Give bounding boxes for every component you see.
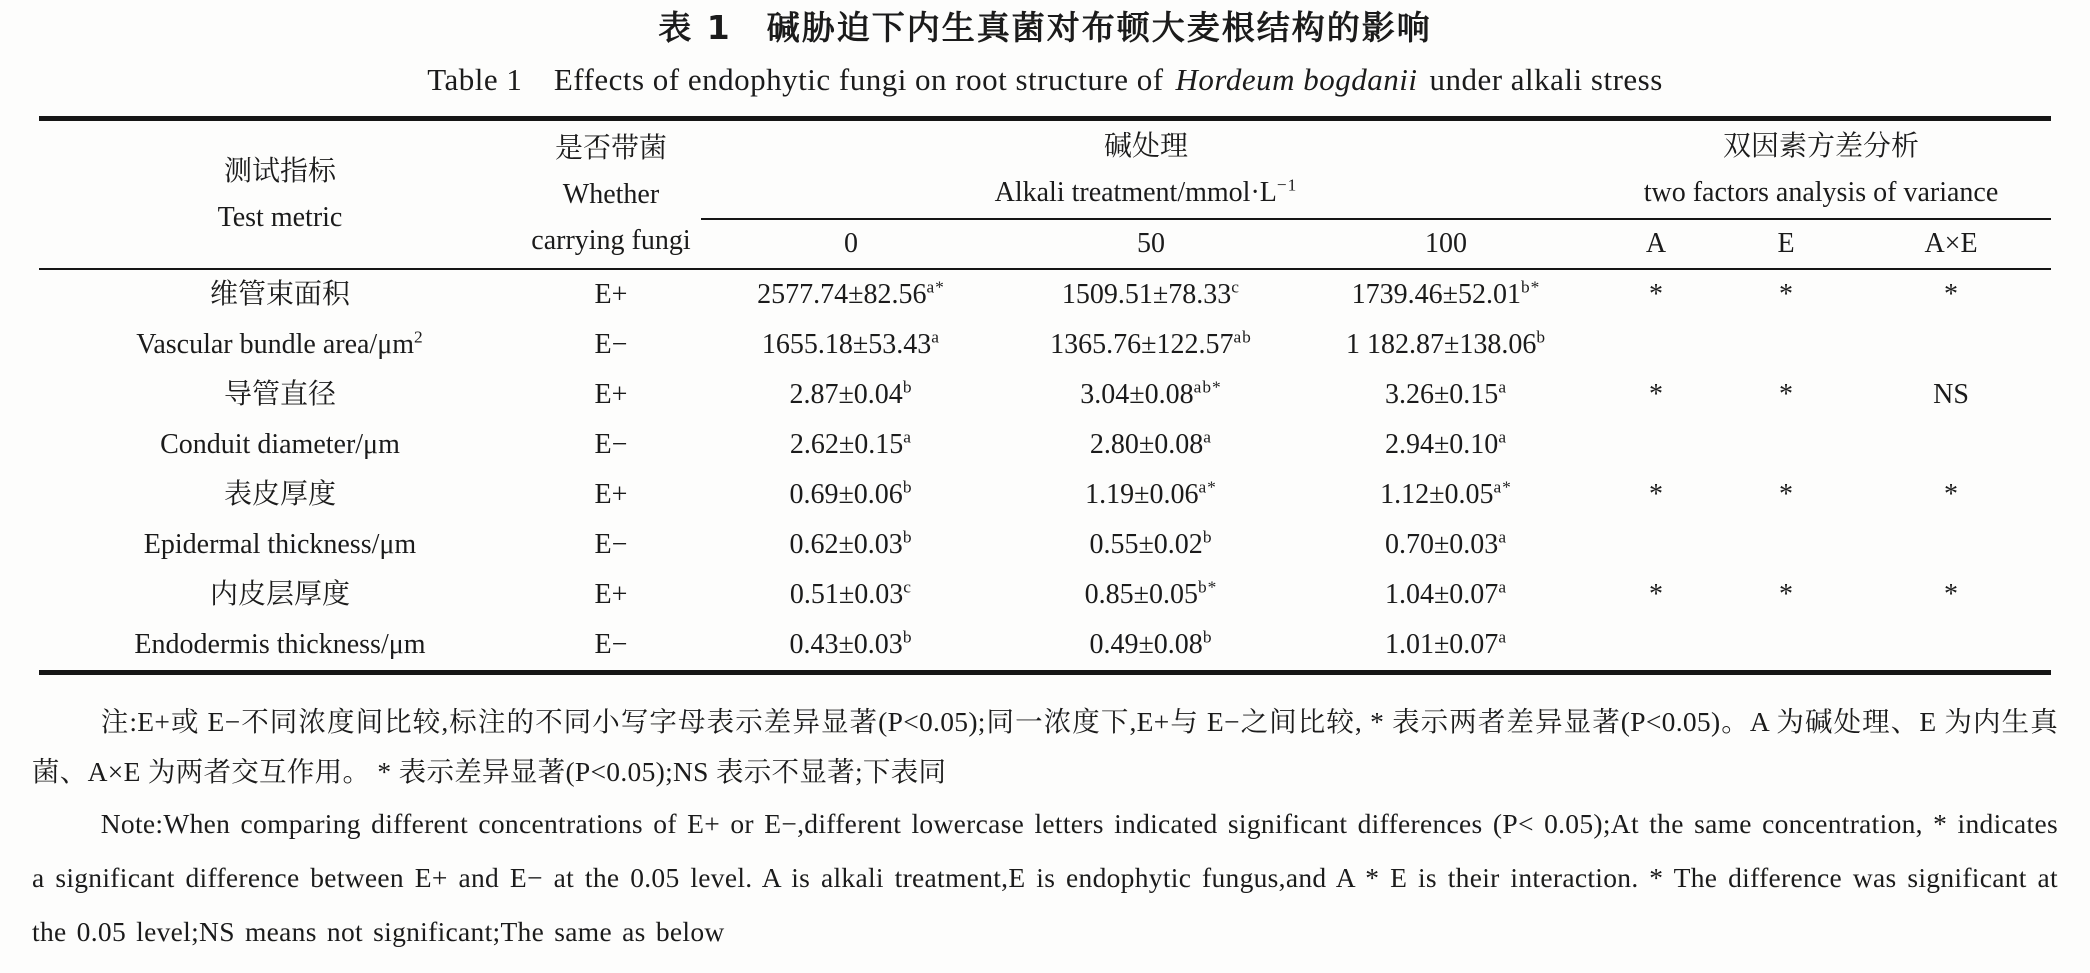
value-text: 1.01±0.07 (1384, 629, 1499, 660)
value-cell (701, 269, 1001, 320)
value-cell (701, 320, 1001, 370)
header-alkali-group (701, 119, 1591, 220)
value-cell (1001, 370, 1301, 420)
value-text: 0.70±0.03 (1384, 529, 1499, 560)
header-anova-en: two factors analysis of variance (1643, 176, 1999, 208)
value-text: 1.19±0.06 (1085, 479, 1199, 510)
table-notes (32, 697, 2058, 959)
metric-label-zh: 内皮层厚度 (209, 579, 350, 610)
anova-cell (1721, 320, 1851, 370)
header-alkali-50: 50 (1001, 219, 1301, 269)
anova-cell (1851, 570, 2051, 620)
anova-cell (1721, 570, 1851, 620)
table-title-en-prefix: Table 1 Effects of endophytic fungi on root structure of (427, 62, 1164, 97)
significance-mark: * (1944, 279, 1958, 310)
value-sup: ab (1233, 327, 1252, 347)
value-sup: a* (1198, 477, 1217, 497)
fungi-cell: E+ (594, 379, 628, 410)
value-cell (1301, 570, 1591, 620)
metric-label-en: Vascular bundle area/$\mu m^2$ (136, 327, 424, 360)
metric-cell (39, 269, 521, 370)
value-sup: a* (1493, 477, 1512, 497)
anova-cell (1721, 470, 1851, 520)
anova-cell (1591, 520, 1721, 570)
anova-cell (1721, 620, 1851, 673)
anova-cell (1591, 420, 1721, 470)
significance-mark: * (1944, 479, 1958, 510)
anova-cell (1851, 470, 2051, 520)
significance-mark: * (1944, 579, 1958, 610)
anova-cell (1591, 320, 1721, 370)
header-anova-e: E (1721, 219, 1851, 269)
header-test-metric-en: Test metric (217, 201, 343, 233)
fungi-cell: E− (594, 529, 628, 560)
value-cell (1301, 370, 1591, 420)
value-cell (701, 570, 1001, 620)
fungi-cell: E− (594, 429, 628, 460)
value-text: 1.04±0.07 (1384, 579, 1499, 610)
value-sup: b (902, 377, 913, 397)
anova-cell (1851, 620, 2051, 673)
value-sup: a (903, 427, 913, 447)
value-sup: b* (1520, 277, 1541, 297)
value-sup: c (903, 577, 913, 597)
value-cell (1001, 520, 1301, 570)
value-cell (1301, 470, 1591, 520)
value-cell (701, 420, 1001, 470)
value-cell (701, 620, 1001, 673)
anova-cell (1721, 269, 1851, 320)
anova-cell (1591, 470, 1721, 520)
anova-cell (1591, 269, 1721, 320)
significance-mark: * (1649, 279, 1663, 310)
anova-cell (1591, 620, 1721, 673)
value-text: 0.85±0.05 (1084, 579, 1198, 610)
fungi-cell: E+ (594, 579, 628, 610)
value-sup: b (902, 527, 913, 547)
value-cell (1001, 620, 1301, 673)
value-cell (701, 520, 1001, 570)
fungi-cell: E− (594, 329, 628, 360)
value-text: 0.43±0.03 (789, 629, 903, 660)
header-alkali-zh: 碱处理 (1103, 130, 1188, 162)
header-alkali-100: 100 (1301, 219, 1591, 269)
note-zh: 注:E+或 E−不同浓度间比较,标注的不同小写字母表示差异显著(P<0.05);同一浓度下,E+与 E−之间比较, * 表示两者差异显著(P<0.05)。A 为碱处理、E 为内生真菌、A×E 为两者交互作用。 * 表示差异显著(P<0.05);NS 表示不显著;下表同 (32, 706, 2058, 787)
anova-cell (1851, 320, 2051, 370)
value-text: 2.62±0.15 (789, 429, 904, 460)
header-alkali-en-sup: −1 (1276, 175, 1298, 195)
value-cell (1001, 470, 1301, 520)
value-sup: a (1498, 627, 1508, 647)
header-whether-fungi-en1: Whether (562, 178, 660, 210)
header-alkali-0: 0 (701, 219, 1001, 269)
value-sup: a (1203, 427, 1213, 447)
value-sup: a (1498, 427, 1508, 447)
anova-cell (1591, 370, 1721, 420)
anova-cell (1851, 420, 2051, 470)
value-text: 0.55±0.02 (1089, 529, 1203, 560)
table-body (39, 269, 2051, 673)
metric-cell (39, 570, 521, 673)
header-anova-a: A (1591, 219, 1721, 269)
table-title-en-suffix: under alkali stress (1429, 62, 1663, 97)
value-cell (1001, 570, 1301, 620)
anova-cell (1721, 420, 1851, 470)
value-sup: a* (926, 277, 945, 297)
table-row (39, 370, 2051, 420)
metric-label-zh: 维管束面积 (209, 279, 350, 310)
value-text: 3.04±0.08 (1080, 379, 1194, 410)
significance-mark: NS (1933, 379, 1969, 410)
header-alkali-en: Alkali treatment/$mmol\cdot L^{-1}$ (994, 175, 1298, 208)
fungi-cell: E− (594, 629, 628, 660)
results-table (39, 116, 2051, 675)
value-sup: a (1498, 377, 1508, 397)
value-sup: b (902, 627, 913, 647)
value-sup: a (1498, 527, 1508, 547)
value-text: 1655.18±53.43 (761, 329, 932, 360)
value-text: 0.69±0.06 (789, 479, 903, 510)
value-sup: a (931, 327, 941, 347)
metric-label-zh: 导管直径 (223, 379, 336, 410)
value-text: 0.51±0.03 (789, 579, 904, 610)
value-cell (1301, 620, 1591, 673)
anova-cell (1851, 370, 2051, 420)
fungi-cell: E+ (594, 479, 628, 510)
significance-mark: * (1649, 479, 1663, 510)
significance-mark: * (1779, 579, 1793, 610)
value-cell (1301, 320, 1591, 370)
note-en: Note:When comparing different concentrations of E+ or E−,different lowercase letters indicated significant differences (P< 0.05);At the same concentration, * indicates a significant difference between E+ and E− at the 0.05 level. A is alkali treatment,E is endophytic fungus,and A * E is their interaction. * The difference was significant at the 0.05 level;NS means not significant;The same as below (32, 808, 2058, 947)
significance-mark: * (1779, 279, 1793, 310)
table-row (39, 470, 2051, 520)
header-anova-zh: 双因素方差分析 (1723, 130, 1920, 162)
value-cell (701, 370, 1001, 420)
anova-cell (1721, 370, 1851, 420)
value-text: 2.80±0.08 (1089, 429, 1204, 460)
header-anova-axe: A×E (1851, 219, 2051, 269)
value-text: 3.26±0.15 (1384, 379, 1499, 410)
significance-mark: * (1649, 379, 1663, 410)
header-whether-fungi-zh: 是否带菌 (554, 132, 667, 164)
header-test-metric-zh: 测试指标 (223, 155, 336, 187)
significance-mark: * (1779, 479, 1793, 510)
value-text: 1739.46±52.01 (1351, 279, 1521, 310)
value-text: 1.12±0.05 (1380, 479, 1494, 510)
significance-mark: * (1779, 379, 1793, 410)
fungi-cell: E+ (594, 279, 628, 310)
value-cell (1301, 269, 1591, 320)
anova-cell (1851, 269, 2051, 320)
value-cell (701, 470, 1001, 520)
table-row (39, 269, 2051, 320)
header-anova-group (1591, 119, 2051, 220)
value-sup: b* (1197, 577, 1218, 597)
value-sup: b (1202, 527, 1213, 547)
value-sup: b (1202, 627, 1213, 647)
metric-cell (39, 470, 521, 570)
value-cell (1301, 520, 1591, 570)
significance-mark: * (1649, 579, 1663, 610)
header-whether-fungi (521, 119, 701, 270)
value-text: 0.49±0.08 (1089, 629, 1203, 660)
table-title-en (0, 58, 2090, 102)
header-row-groups (39, 119, 2051, 220)
value-sup: c (1231, 277, 1241, 297)
value-text: 1365.76±122.57 (1050, 329, 1234, 360)
value-sup: b (1536, 327, 1547, 347)
value-text: 1509.51±78.33 (1061, 279, 1232, 310)
header-whether-fungi-en2: carrying fungi (531, 224, 691, 256)
value-text: 2.87±0.04 (789, 379, 903, 410)
value-cell (1001, 269, 1301, 320)
metric-label-zh: 表皮厚度 (223, 479, 336, 510)
value-text: 0.62±0.03 (789, 529, 903, 560)
value-sup: a (1498, 577, 1508, 597)
metric-cell (39, 370, 521, 470)
value-cell (1301, 420, 1591, 470)
table-row (39, 570, 2051, 620)
table-title-zh: 表 1 碱胁迫下内生真菌对布顿大麦根结构的影响 (658, 8, 1432, 47)
species-name: Hordeum bogdanii (1175, 62, 1418, 97)
anova-cell (1851, 520, 2051, 570)
value-cell (1001, 420, 1301, 470)
metric-label-en: Endodermis thickness/μm (134, 629, 426, 660)
value-sup: b (902, 477, 913, 497)
value-text: 1 182.87±138.06 (1345, 329, 1537, 360)
value-text: 2.94±0.10 (1384, 429, 1499, 460)
metric-label-en: Conduit diameter/μm (160, 429, 400, 460)
metric-label-en: Epidermal thickness/μm (143, 529, 417, 560)
anova-cell (1591, 570, 1721, 620)
value-sup: ab* (1193, 377, 1222, 397)
anova-cell (1721, 520, 1851, 570)
value-text: 2577.74±82.56 (757, 279, 927, 310)
value-cell (1001, 320, 1301, 370)
header-test-metric (39, 119, 521, 270)
metric-unit-sup: 2 (414, 327, 424, 347)
